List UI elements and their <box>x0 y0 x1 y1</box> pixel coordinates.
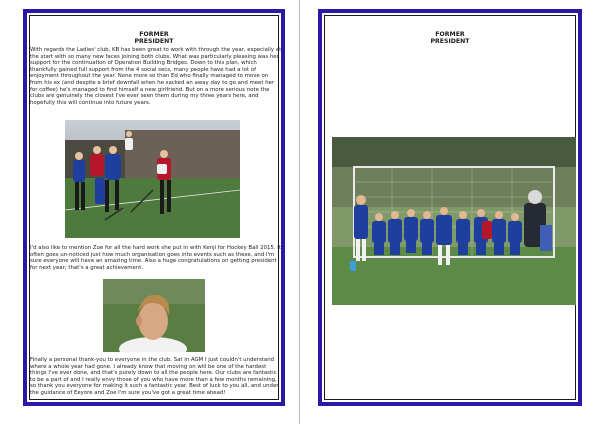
left-title-line2: PRESIDENT <box>134 38 174 45</box>
left-page <box>23 9 285 406</box>
hockey-match-photo <box>65 120 240 238</box>
left-page-title <box>27 31 281 45</box>
right-page-title <box>322 31 578 45</box>
portrait-photo <box>103 279 205 352</box>
paragraph-hockey-ball: I'd also like to mention Zoe for all the hard work she put in with Kenji for Hockey Ball 2015. It often goes un-noticed just how much organisation goes into events such as these, and I'm sure everyone will have an amazing time. Also a huge congratulations on getting president for next year; that's a great achievement. <box>30 245 281 271</box>
team-photo <box>332 137 576 305</box>
right-title-line2: PRESIDENT <box>430 38 470 45</box>
right-title-line1: FORMER <box>435 31 465 38</box>
page-spread-divider <box>299 0 300 424</box>
right-page <box>318 9 582 406</box>
paragraph-ladies-club: With regards the Ladies' club, KB has been great to work with through the year, especially at the start with so many new faces joining both clubs. What was particularly pleasing was her support for the continuation of Operation Building Bridges. Down to this plan, which thankfully gained full support from the 4 social secs, many people have had a lot of enjoyment throughout the year. None more so than Ed who finally managed to move on from his ex (and despite a brief downfall when he sacked an away day to go and meet her for coffee) he's managed to find himself a new girlfriend. But on a more serious note the clubs are genuinely the closest I've ever seen them during my three years here, and hopefully this will continue into future years. <box>30 47 282 106</box>
left-title-line1: FORMER <box>139 31 169 38</box>
paragraph-thank-you: Finally a personal thank-you to everyone in the club. Sat in AGM I just couldn't understand where a whole year had gone. I already know that moving on will be one of the hardest things I've ever done, and that's purely down to all the people here. Our clubs are fantastic to be a part of and I really envy those of you who have more than a few months remaining, so thank you everyone for making it such a fantastic year. Best of luck to you all, and under the guidance of Eeyore and Zoe I'm sure you've got a great time ahead! <box>30 357 279 396</box>
